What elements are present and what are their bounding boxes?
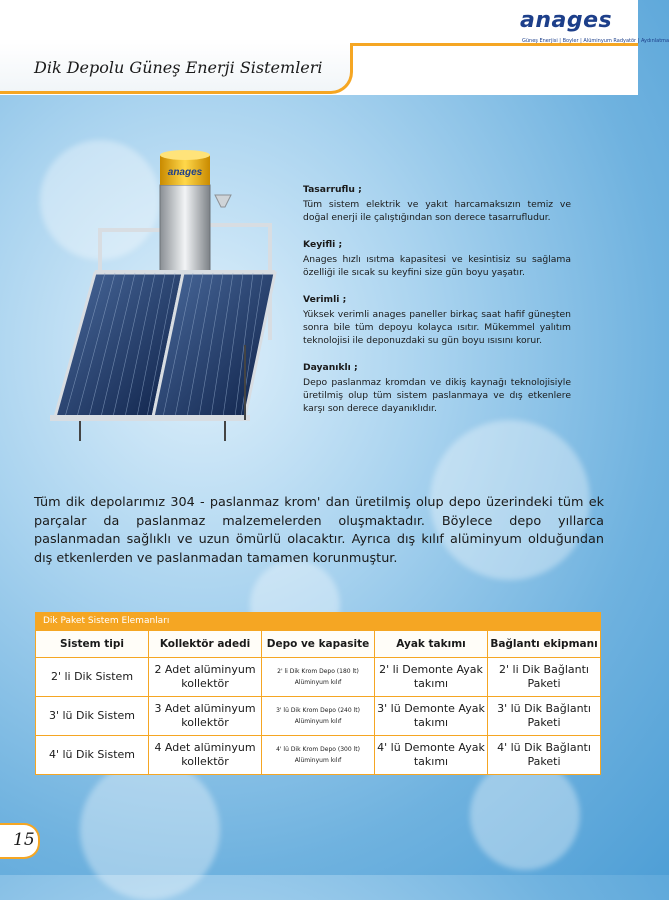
brand-logo: [520, 8, 669, 48]
cell-connection-kit: 4' lü Dik Bağlantı Paketi: [488, 736, 601, 775]
table-header-row: [36, 631, 601, 658]
solar-heater-illustration: [35, 145, 295, 445]
tank-spec: 2' li Dik Krom Depo (180 lt): [277, 668, 359, 675]
product-image: [35, 145, 295, 445]
cell-tank-capacity: [262, 697, 375, 736]
cell-system-type: 2' li Dik Sistem: [36, 658, 149, 697]
feature-item: [303, 238, 571, 279]
table-row: [36, 697, 601, 736]
feature-title: Keyifli ;: [303, 239, 343, 250]
column-header: Ayak takımı: [375, 631, 488, 658]
table-row: [36, 658, 601, 697]
column-header: Depo ve kapasite: [262, 631, 375, 658]
tank-spec: 4' lü Dik Krom Depo (300 lt): [276, 746, 360, 753]
cell-connection-kit: 2' li Dik Bağlantı Paketi: [488, 658, 601, 697]
feature-title: Verimli ;: [303, 294, 347, 305]
cell-collector-count: 2 Adet alüminyum kollektör: [149, 658, 262, 697]
casing-spec: Alüminyum kılıf: [294, 757, 342, 764]
table-row: [36, 736, 601, 775]
intro-paragraph: Tüm dik depolarımız 304 - paslanmaz krom' dan üretilmiş olup depo üzerindeki tüm ek parçalar da paslanmaz malzemelerden oluşmaktadır. Böylece depo yıllarca paslanmadan sağlıklı ve uzun ömürlü olacaktır. Ayrıca dış kılıf alüminyum olduğundan dış etkenlerden ve paslanmadan tamamen korunmuştur.: [34, 495, 604, 566]
feature-title: Dayanıklı ;: [303, 362, 358, 373]
page-number-badge: [0, 823, 40, 859]
brand-tagline: Güneş Enerjisi | Boyler | Alüminyum Radyatör | Aydınlatma: [522, 38, 669, 44]
cell-collector-count: 4 Adet alüminyum kollektör: [149, 736, 262, 775]
cell-leg-set: 3' lü Demonte Ayak takımı: [375, 697, 488, 736]
cell-tank-capacity: [262, 736, 375, 775]
cell-tank-capacity: [262, 658, 375, 697]
system-components-table: [35, 612, 601, 775]
column-header: Bağlantı ekipmanı: [488, 631, 601, 658]
table-caption: Dik Paket Sistem Elemanları: [35, 612, 601, 631]
column-header: Kollektör adedi: [149, 631, 262, 658]
cell-leg-set: 4' lü Demonte Ayak takımı: [375, 736, 488, 775]
features-list: [303, 183, 571, 429]
background-bokeh: [470, 760, 580, 870]
feature-title: Tasarruflu ;: [303, 184, 362, 195]
page-header: [0, 0, 669, 95]
feature-item: [303, 293, 571, 347]
page-title: Dik Depolu Güneş Enerji Sistemleri: [34, 58, 323, 77]
brand-name: anages: [520, 8, 613, 33]
casing-spec: Alüminyum kılıf: [294, 679, 342, 686]
feature-text: Tüm sistem elektrik ve yakıt harcamaksızın temiz ve doğal enerji ile çalıştığından son derece tasarrufludur.: [303, 199, 571, 223]
cell-collector-count: 3 Adet alüminyum kollektör: [149, 697, 262, 736]
column-header: Sistem tipi: [36, 631, 149, 658]
feature-item: [303, 183, 571, 224]
casing-spec: Alüminyum kılıf: [294, 718, 342, 725]
components-table: [35, 631, 601, 775]
feature-text: Depo paslanmaz kromdan ve dikiş kaynağı teknolojisiyle üretilmiş olup tüm sistem paslanmaya ve dış etkenlere karşı son derece dayanıklıdır.: [303, 377, 571, 414]
cell-leg-set: 2' li Demonte Ayak takımı: [375, 658, 488, 697]
tank-spec: 3' lü Dik Krom Depo (240 lt): [276, 707, 360, 714]
feature-item: [303, 361, 571, 415]
cell-system-type: 3' lü Dik Sistem: [36, 697, 149, 736]
page-number: 15: [13, 830, 35, 850]
background-bokeh: [80, 760, 220, 900]
cell-system-type: 4' lü Dik Sistem: [36, 736, 149, 775]
cell-connection-kit: 3' lü Dik Bağlantı Paketi: [488, 697, 601, 736]
feature-text: Yüksek verimli anages paneller birkaç saat hafif güneşten sonra bile tüm depoyu kolayca ısıtır. Mükemmel yalıtım teknolojisi ile deponuzdaki su gün boyu ısısını korur.: [303, 309, 571, 346]
feature-text: Anages hızlı ısıtma kapasitesi ve kesintisiz su sağlama özelliği ile sıcak su keyfini size gün boyu yaşatır.: [303, 254, 571, 278]
tank-logo: anages: [167, 167, 203, 178]
